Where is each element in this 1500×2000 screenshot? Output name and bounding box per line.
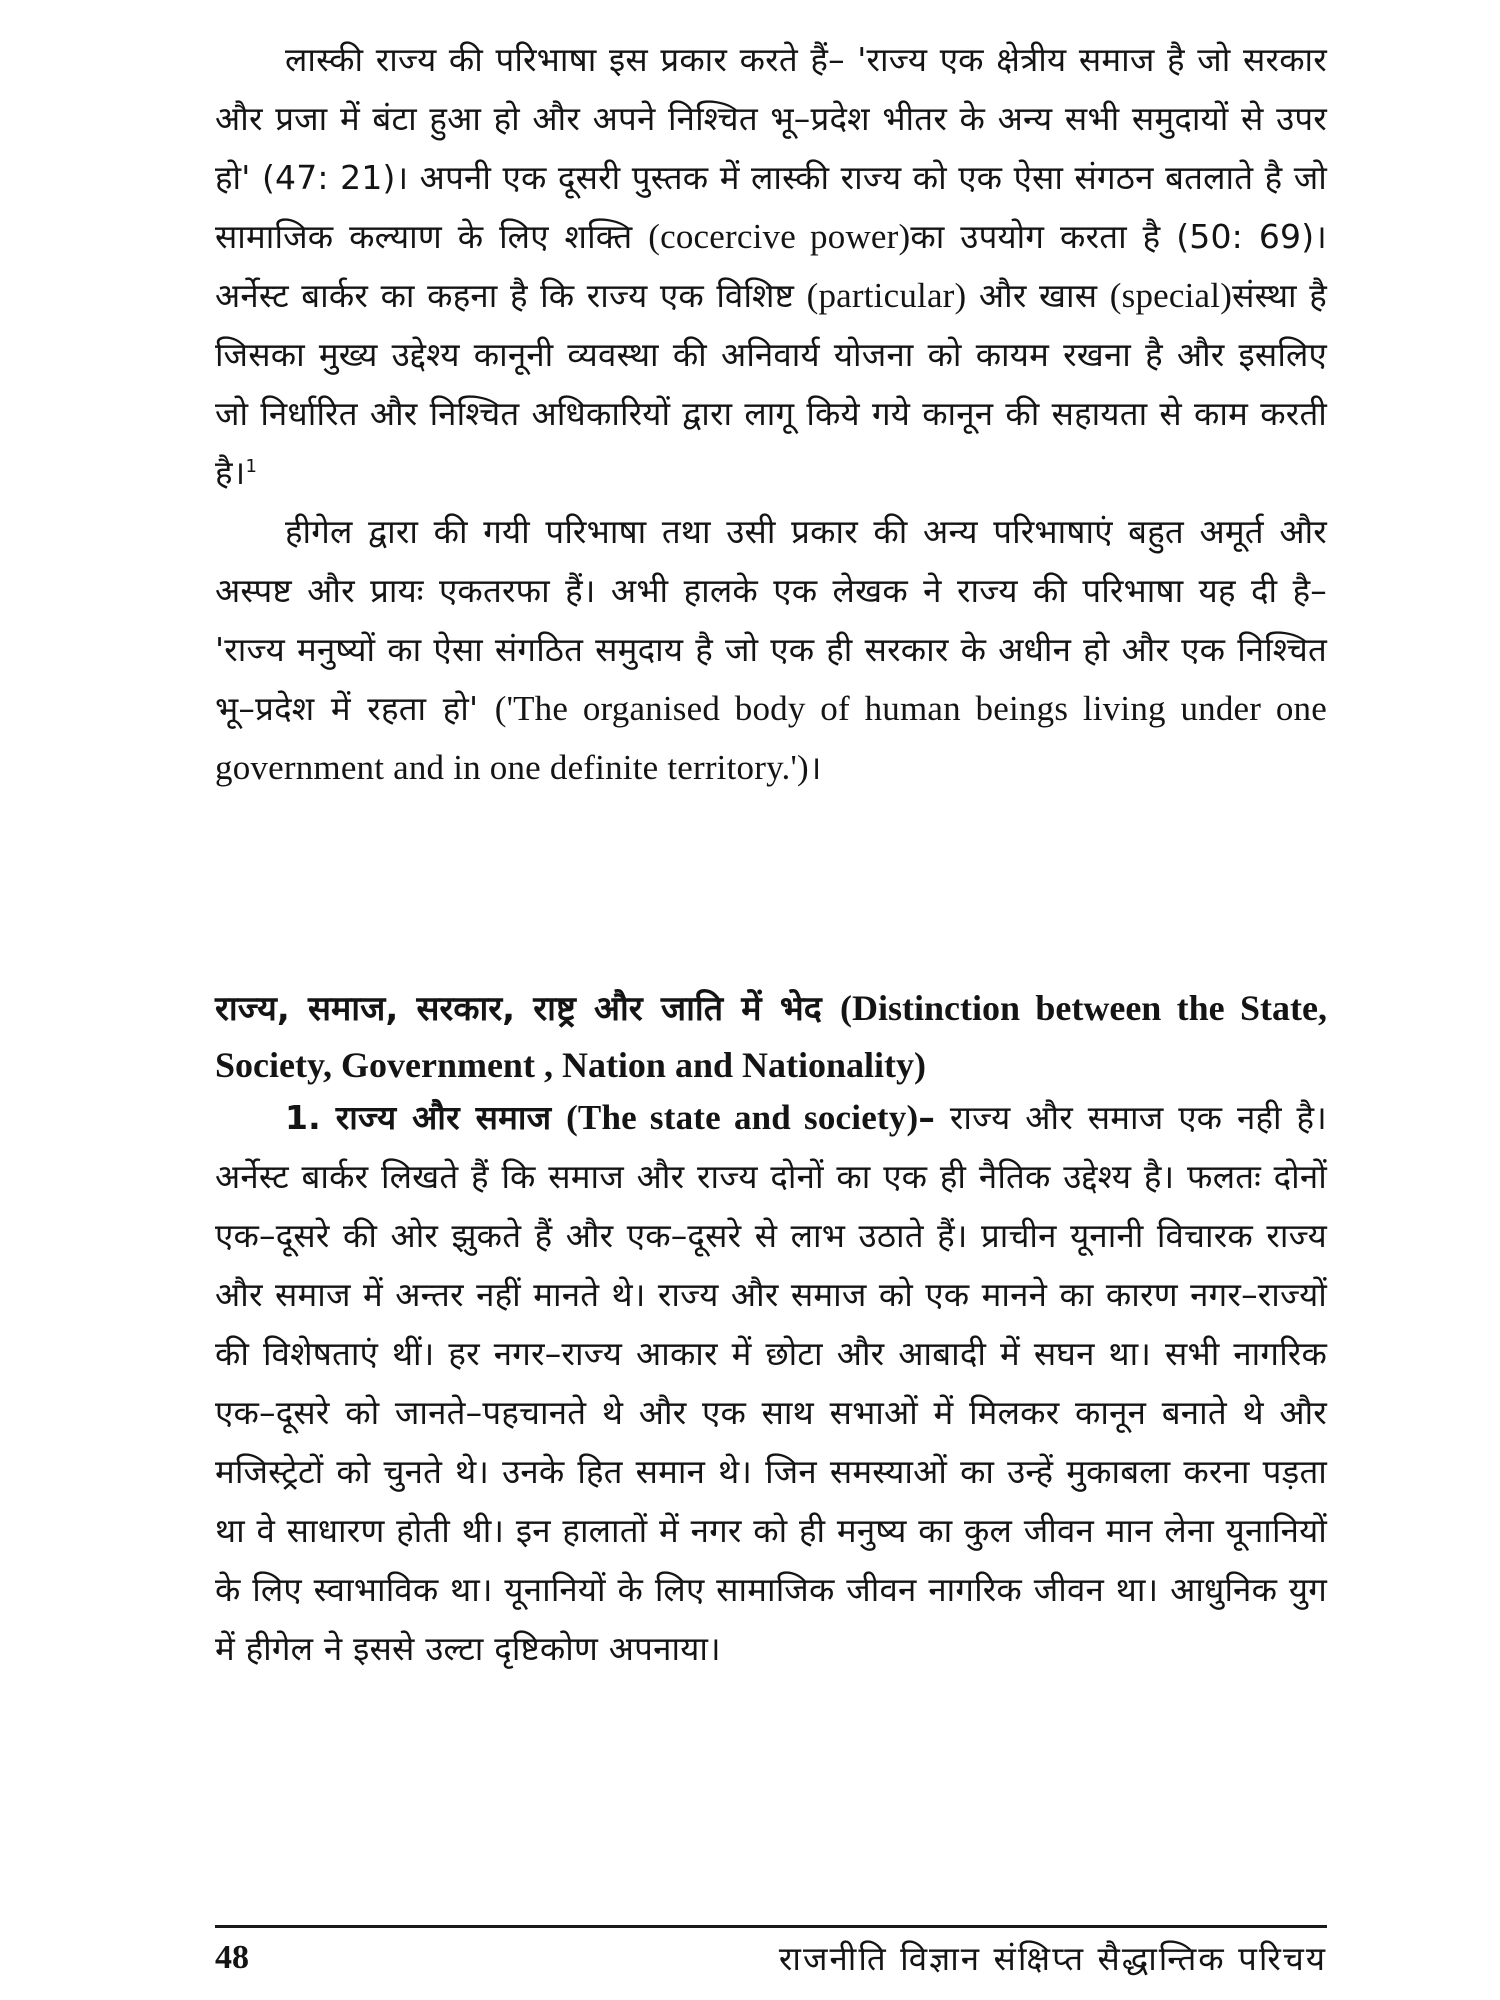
section-heading-english: (Distinction between the State, Society, Government , Nation and Nationality) [215,988,1327,1085]
subsection-title-english: (The state and society) [566,1098,919,1137]
english-quote: ('The organised body of human beings living under one government and in one definite territory.') [215,689,1327,787]
text-segment: का उपयोग करता है (50: 69)। अर्नेस्ट बार्कर का कहना है कि राज्य एक विशिष्ट [215,217,1327,315]
subsection-body: राज्य और समाज एक नही है। अर्नेस्ट बार्कर लिखते हैं कि समाज और राज्य दोनों का एक ही नैतिक उद्देश्य है। फलतः दोनों एक–दूसरे की ओर झुकते हैं और एक–दूसरे से लाभ उठाते हैं। प्राचीन यूनानी विचारक राज्य और समाज में अन्तर नहीं मानते थे। राज्य और समाज को एक मानने का कारण नगर–राज्यों की विशेषताएं थीं। हर नगर–राज्य आकार में छोटा और आबादी में सघन था। सभी नागरिक एक–दूसरे को जानते–पहचानते थे और एक साथ सभाओं में मिलकर कानून बनाते थे और मजिस्ट्रेटों को चुनते थे। उनके हित समान थे। जिन समस्याओं का उन्हें मुकाबला करना पड़ता था वे साधारण होती थी। इन हालातों में नगर को ही मनुष्य का कुल जीवन मान लेना यूनानियों के लिए स्वाभाविक था। यूनानियों के लिए सामाजिक जीवन नागरिक जीवन था। आधुनिक युग में हीगेल ने इससे उल्टा दृष्टिकोण अपनाया। [215,1098,1327,1668]
paragraph-laski-definition [215,30,1327,502]
page-footer [215,1933,1327,1983]
text-segment: संस्था है जिसका मुख्य उद्देश्य कानूनी व्यवस्था की अनिवार्य योजना को कायम रखना है और इसलिए जो निर्धारित और निश्चित अधिकारियों द्वारा लागू किये गये कानून की सहायता से काम करती है। [215,276,1327,492]
text-segment: और खास [966,276,1110,315]
english-term-special: (special) [1109,276,1233,315]
intro-text-block [215,30,1327,797]
section-heading [215,980,1327,1094]
subsection-text-block [215,1088,1327,1678]
section-heading-hindi: राज्य, समाज, सरकार, राष्ट्र और जाति में भेद [215,989,822,1029]
english-term-particular: (particular) [806,276,967,315]
paragraph-state-and-society [215,1088,1327,1678]
page-number: 48 [215,1939,249,1976]
subsection-number: 1. [285,1098,321,1137]
subsection-dash: – [918,1098,936,1137]
subsection-title-hindi: राज्य और समाज [335,1098,552,1137]
running-book-title: राजनीति विज्ञान संक्षिप्त सैद्धान्तिक परिचय [778,1939,1327,1978]
footer-rule [215,1925,1327,1928]
text-segment: । [808,748,822,787]
english-term-coercive-power: (cocercive power) [648,217,911,256]
footnote-marker: 1 [245,456,258,477]
paragraph-hegel-definition [215,502,1327,797]
text-segment: लास्की राज्य की परिभाषा इस प्रकार करते हैं– 'राज्य एक क्षेत्रीय समाज है जो सरकार और प्रजा में बंटा हुआ हो और अपने निश्चित भू–प्रदेश भीतर के अन्य सभी समुदायों से उपर हो' (47: 21)। अपनी एक दूसरी पुस्तक में लास्की राज्य को एक ऐसा संगठन बतलाते है जो सामाजिक कल्याण के लिए शक्ति [215,40,1327,256]
text-segment: हीगेल द्वारा की गयी परिभाषा तथा उसी प्रकार की अन्य परिभाषाएं बहुत अमूर्त और अस्पष्ट और प्रायः एकतरफा हैं। अभी हालके एक लेखक ने राज्य की परिभाषा यह दी है– 'राज्य मनुष्यों का ऐसा संगठित समुदाय है जो एक ही सरकार के अधीन हो और एक निश्चित भू–प्रदेश में रहता हो' [215,512,1327,728]
